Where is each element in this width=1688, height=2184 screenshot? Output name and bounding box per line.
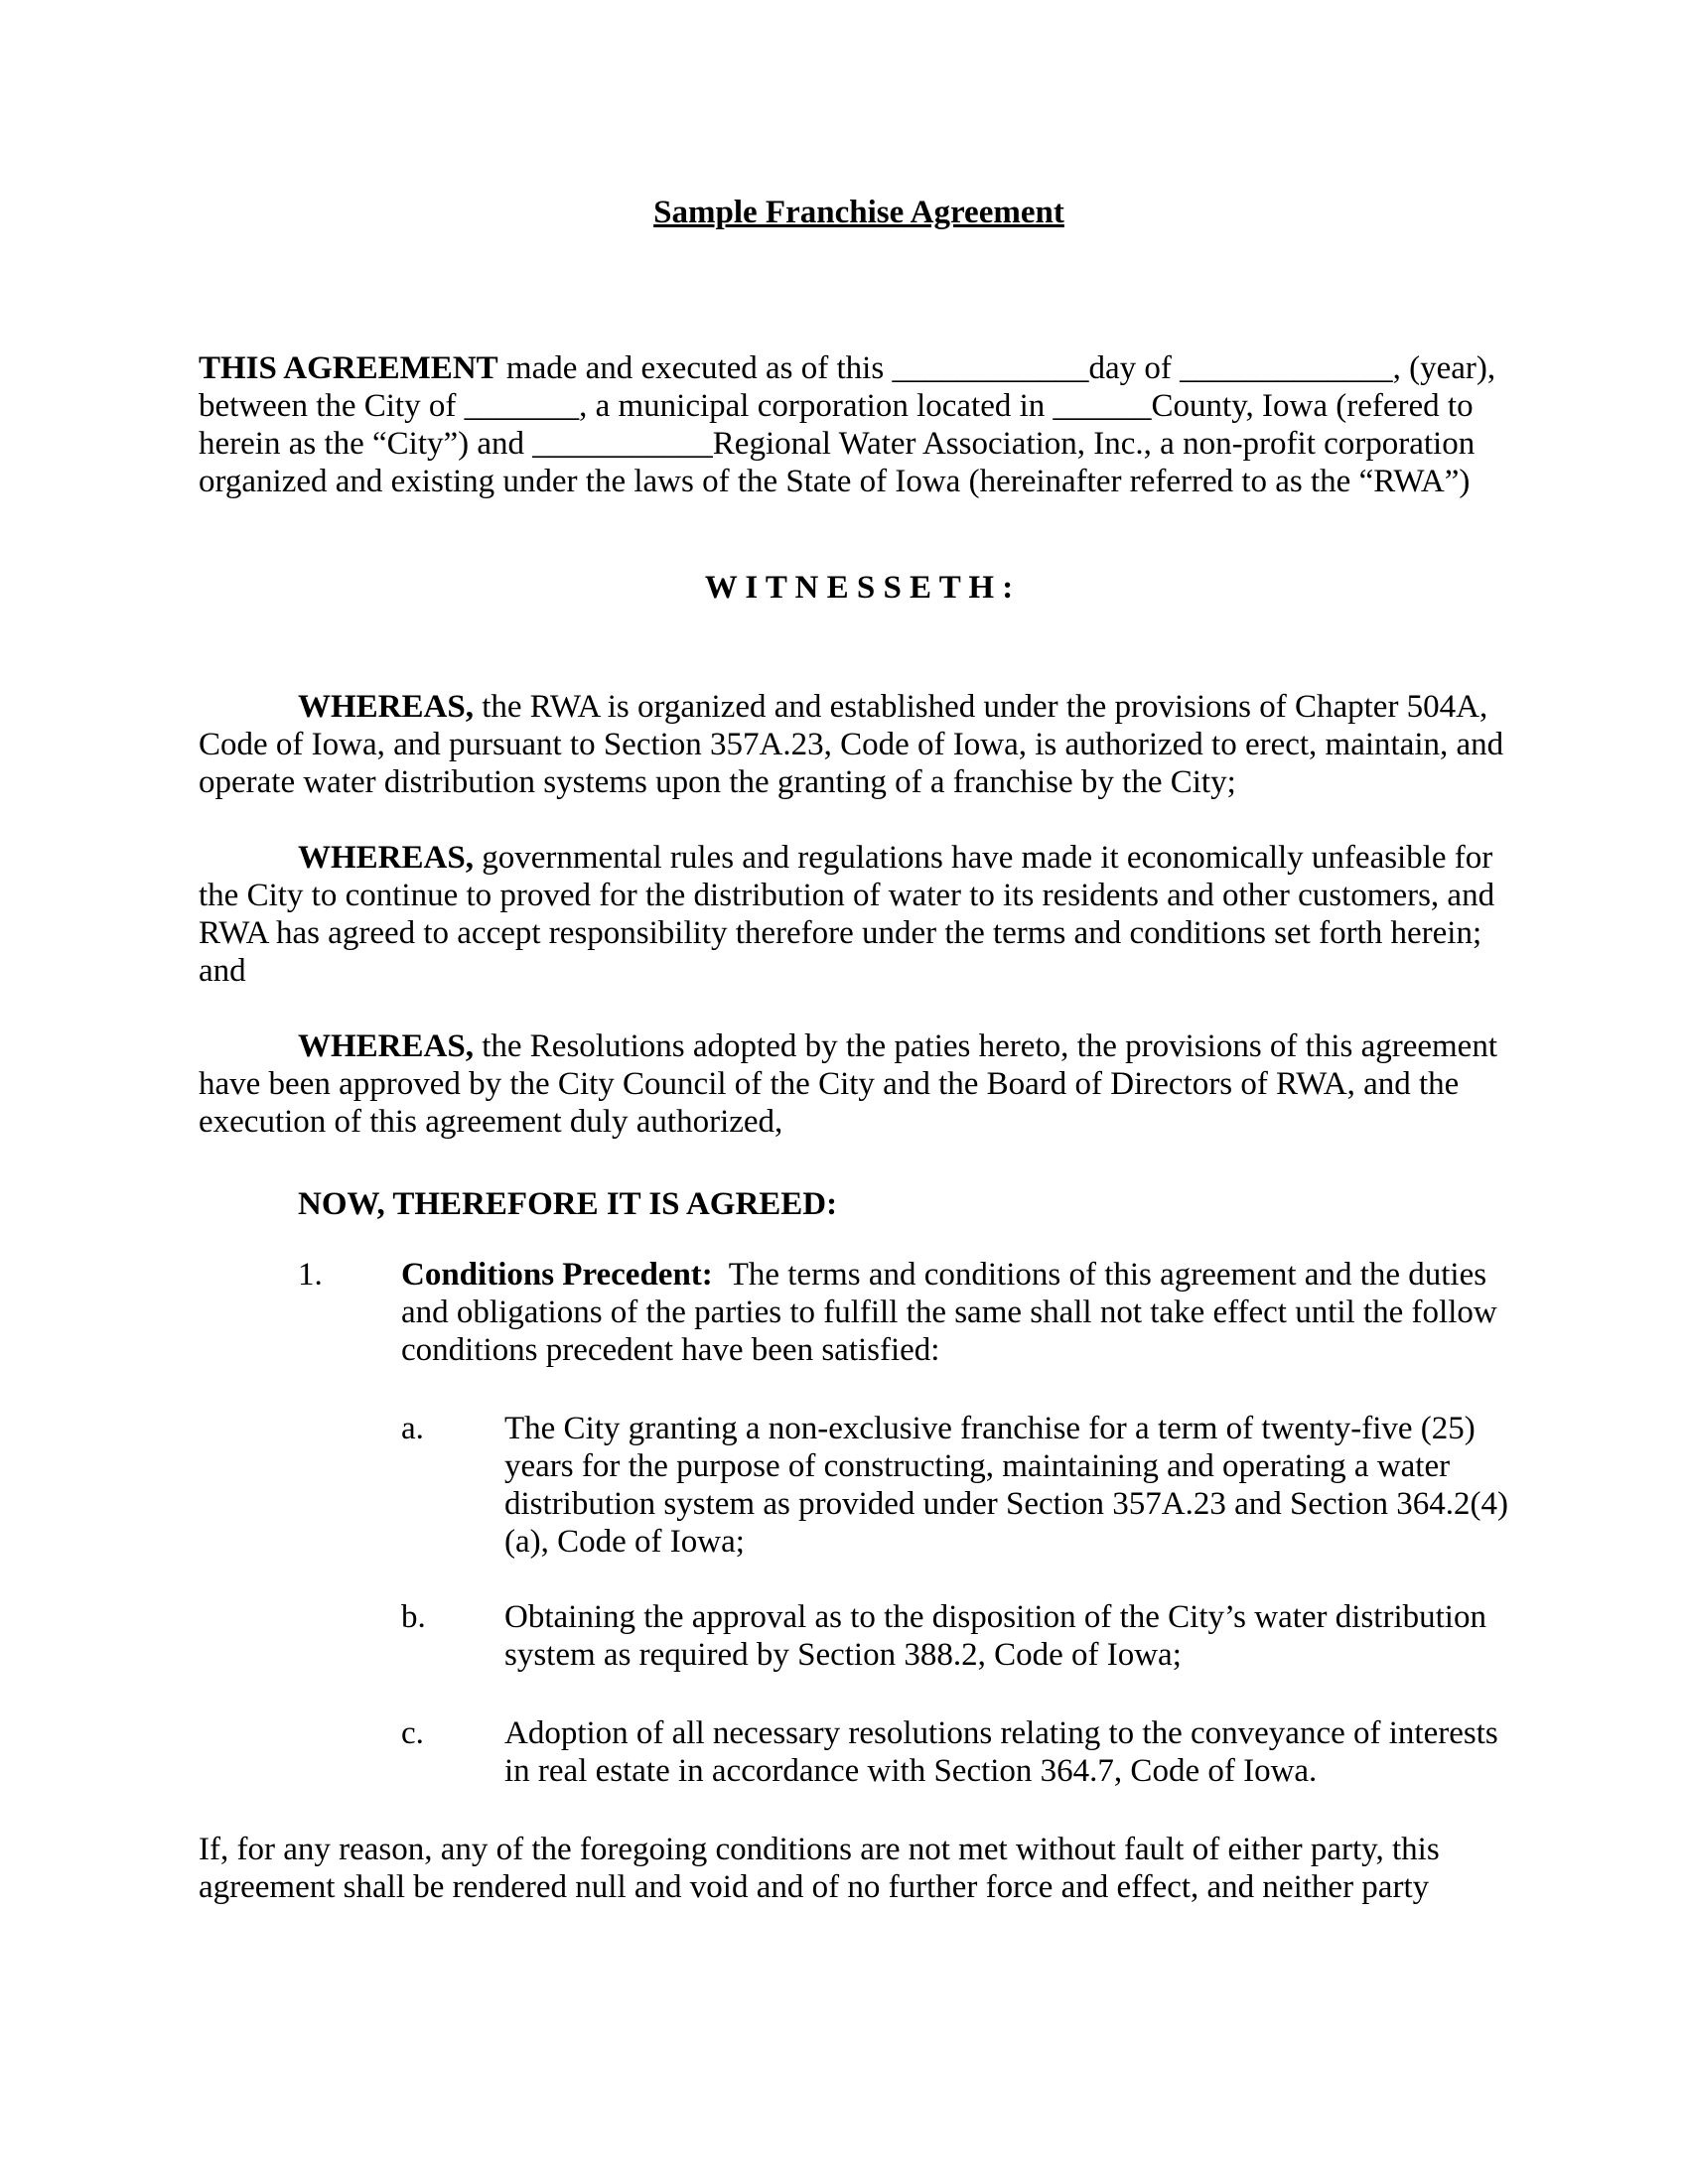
whereas-3-lead-in: WHEREAS, bbox=[298, 1028, 474, 1064]
subitem-b-letter: b. bbox=[401, 1599, 426, 1635]
subitem-a bbox=[401, 1410, 1519, 1561]
whereas-paragraph-2 bbox=[199, 839, 1519, 990]
subitem-c-text: Adoption of all necessary resolutions relating to the conveyance of interests in real estate in accordance with Section 364.7, Code of Iowa. bbox=[504, 1715, 1506, 1789]
whereas-3-text: the Resolutions adopted by the paties hereto, the provisions of this agreement have been approved by the City Council of the City and the Board of Directors of RWA, and the execution of this agreement duly authorized, bbox=[199, 1028, 1506, 1140]
closing-paragraph: If, for any reason, any of the foregoing conditions are not met without fault of either party, this agreement shall be rendered null and void and of no further force and effect, and neither party bbox=[199, 1832, 1448, 1905]
whereas-paragraph-1 bbox=[199, 688, 1519, 801]
subitem-c-letter: c. bbox=[401, 1715, 424, 1751]
whereas-1-text: the RWA is organized and established under the provisions of Chapter 504A, Code of Iowa, and pursuant to Section 357A.23, Code of Iowa, is authorized to erect, maintain, and operate water distribution systems upon the granting of a franchise by the City; bbox=[199, 689, 1512, 800]
document-title bbox=[199, 194, 1519, 231]
whereas-1-lead-in: WHEREAS, bbox=[298, 689, 474, 725]
list-item-1-text: The terms and conditions of this agreement and the duties and obligations of the parties to fulfill the same shall not take effect until the follow conditions precedent have been satisfied: bbox=[401, 1257, 1505, 1368]
list-item-1-title: Conditions Precedent: bbox=[401, 1257, 713, 1293]
intro-paragraph bbox=[199, 349, 1519, 500]
list-item-1-body bbox=[401, 1256, 1519, 1790]
agreed-heading: NOW, THEREFORE IT IS AGREED: bbox=[298, 1186, 838, 1222]
witnesseth-heading: W I T N E S S E T H : bbox=[704, 570, 1014, 606]
document-title-text: Sample Franchise Agreement bbox=[653, 195, 1064, 230]
list-item-1-number: 1. bbox=[298, 1257, 323, 1293]
subitem-c bbox=[401, 1714, 1519, 1790]
subitem-b bbox=[401, 1598, 1519, 1674]
whereas-paragraph-3 bbox=[199, 1027, 1519, 1141]
intro-lead-in: THIS AGREEMENT bbox=[199, 350, 498, 386]
whereas-2-text: governmental rules and regulations have made it economically unfeasible for the City to continue to proved for the distribution of water to its residents and other customers, and RWA has agreed to accept responsibility therefore under the terms and conditions set forth herein; and bbox=[199, 840, 1503, 989]
subitem-a-text: The City granting a non-exclusive franchise for a term of twenty-five (25) years for the purpose of constructing, maintaining and operating a water distribution system as provided under Section 357A.23 and Section 364.2(4)(a), Code of Iowa; bbox=[504, 1411, 1508, 1560]
subitem-a-letter: a. bbox=[401, 1411, 424, 1446]
subitem-b-text: Obtaining the approval as to the disposition of the City’s water distribution system as required by Section 388.2, Code of Iowa; bbox=[504, 1599, 1495, 1673]
intro-text: made and executed as of this ____________day of _____________, (year), between the City of _______, a municipal corporation located in ______County, Iowa (refered to herein as the “City”) and ___________Regional Water Association, Inc., a non-profit corporation organized and existing under the laws of the State of Iowa (hereinafter referred to as the “RWA”) bbox=[199, 350, 1504, 499]
whereas-2-lead-in: WHEREAS, bbox=[298, 840, 474, 876]
list-item-1-paragraph bbox=[401, 1256, 1519, 1369]
list-item-1 bbox=[298, 1256, 1519, 1790]
